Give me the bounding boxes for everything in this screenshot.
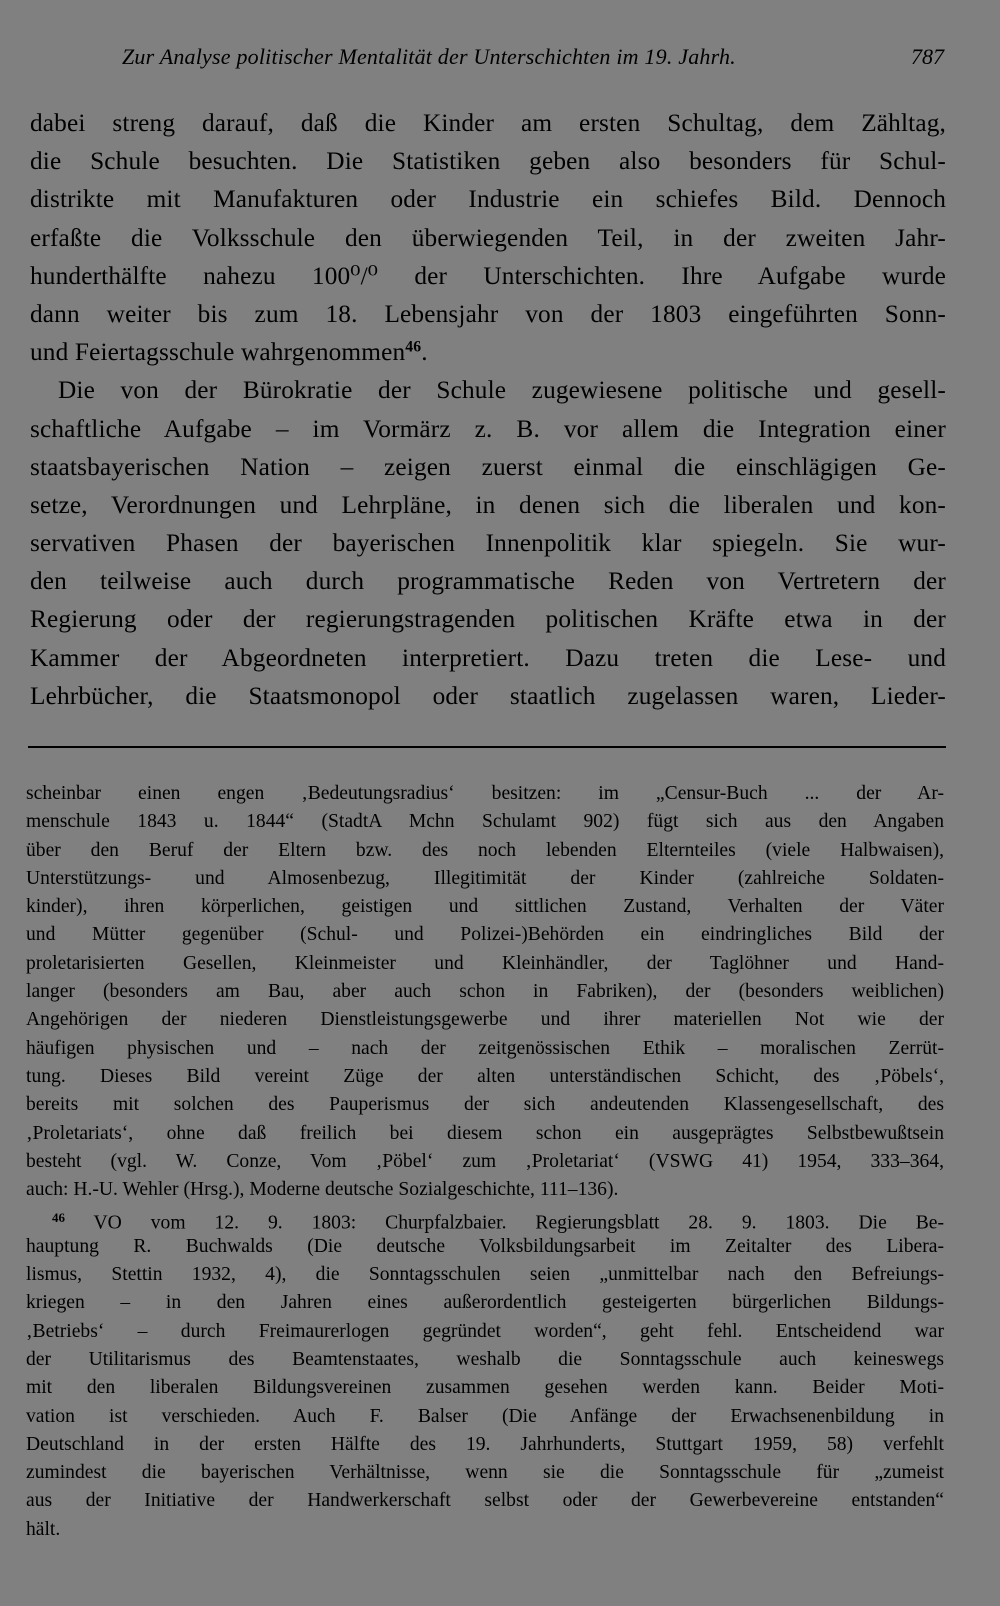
footnote-reference: 46 xyxy=(405,338,422,356)
text-line: hunderthälfte nahezu 100⁰/⁰ der Unterschichten. Ihre Aufgabe wurde xyxy=(30,261,946,290)
footnotes xyxy=(26,780,944,1544)
footnote-line: aus der Initiative der Handwerkerschaft selbst oder der Gewerbevereine entstanden“ xyxy=(26,1490,944,1512)
footnote-46-first-line xyxy=(26,1204,944,1232)
text-line: Kammer der Abgeordneten interpretiert. Dazu treten die Lese- und xyxy=(30,643,946,672)
footnote-line: lismus, Stettin 1932, 4), die Sonntagsschulen seien „unmittelbar nach den Befreiungs- xyxy=(26,1264,944,1286)
footnote-line: scheinbar einen engen ‚Bedeutungsradius‘ besitzen: im „Censur-Buch ... der Ar- xyxy=(26,783,944,804)
text-line xyxy=(30,333,946,371)
footnote-line: langer (besonders am Bau, aber auch schon in Fabriken), der (besonders weiblichen) xyxy=(26,981,944,1003)
text-line-content: und Feiertagsschule wahrgenommen xyxy=(30,338,406,367)
footnote-line: häufigen physischen und – nach der zeitgenössischen Ethik – moralischen Zerrüt- xyxy=(26,1037,944,1059)
footnote-line: ‚Betriebs‘ – durch Freimaurerlogen gegründet worden“, geht fehl. Entscheidend war xyxy=(26,1320,944,1342)
footnote-line: der Utilitarismus des Beamtenstaates, weshalb die Sonntagsschule auch keineswegs xyxy=(26,1348,944,1370)
footnote-line: und Mütter gegenüber (Schul- und Polizei-)Behörden ein eindringliches Bild der xyxy=(26,924,944,946)
footnote-line: kriegen – in den Jahren eines außerordentlich gesteigerten bürgerlichen Bildungs- xyxy=(26,1292,944,1314)
text-line: Die von der Bürokratie der Schule zugewiesene politische und gesell- xyxy=(58,376,946,405)
footnote-line: proletarisierten Gesellen, Kleinmeister und Kleinhändler, der Taglöhner und Hand- xyxy=(26,952,944,974)
text-line: erfaßte die Volksschule den überwiegenden Teil, in der zweiten Jahr- xyxy=(30,223,946,252)
footnote-line: Unterstützungs- und Almosenbezug, Illegitimität der Kinder (zahlreiche Soldaten- xyxy=(26,867,944,889)
footnote-number: 46 xyxy=(52,1210,65,1226)
text-line: setze, Verordnungen und Lehrpläne, in denen sich die liberalen und kon- xyxy=(30,490,946,519)
text-line: dann weiter bis zum 18. Lebensjahr von der 1803 eingeführten Sonn- xyxy=(30,299,946,328)
footnote-line: mit den liberalen Bildungsvereinen zusammen gesehen werden kann. Beider Moti- xyxy=(26,1377,944,1399)
main-text xyxy=(30,104,946,715)
footnote-line: kinder), ihren körperlichen, geistigen und sittlichen Zustand, Verhalten der Väter xyxy=(26,896,944,918)
footnote-line: Deutschland in der ersten Hälfte des 19. Jahrhunderts, Stuttgart 1959, 58) verfehlt xyxy=(26,1433,944,1455)
footnote-line-content: VO vom 12. 9. 1803: Churpfalzbaier. Regierungsblatt 28. 9. 1803. Die Be- xyxy=(93,1212,944,1234)
footnote-separator xyxy=(28,746,946,748)
text-line: die Schule besuchten. Die Statistiken geben also besonders für Schul- xyxy=(30,147,946,176)
footnote-line: vation ist verschieden. Auch F. Balser (Die Anfänge der Erwachsenenbildung in xyxy=(26,1405,944,1427)
footnote-line: hauptung R. Buchwalds (Die deutsche Volksbildungsarbeit im Zeitalter des Libera- xyxy=(26,1235,944,1257)
footnote-reference-trail: . xyxy=(421,338,428,367)
text-line: schaftliche Aufgabe – im Vormärz z. B. vor allem die Integration einer xyxy=(30,414,946,443)
text-line: staatsbayerischen Nation – zeigen zuerst einmal die einschlägigen Ge- xyxy=(30,452,946,481)
footnote-line: besteht (vgl. W. Conze, Vom ‚Pöbel‘ zum ‚Proletariat‘ (VSWG 41) 1954, 333–364, xyxy=(26,1150,944,1172)
footnote-line: menschule 1843 u. 1844“ (StadtA Mchn Schulamt 902) fügt sich aus den Angaben xyxy=(26,811,944,833)
footnote-line: über den Beruf der Eltern bzw. des noch lebenden Elternteiles (viele Halbwaisen), xyxy=(26,839,944,861)
text-line: distrikte mit Manufakturen oder Industrie ein schiefes Bild. Dennoch xyxy=(30,185,946,214)
footnote-line: hält. xyxy=(26,1518,61,1540)
footnote-line: bereits mit solchen des Pauperismus der sich andeutenden Klassengesellschaft, des xyxy=(26,1094,944,1116)
footnote-line: ‚Proletariats‘, ohne daß freilich bei diesem schon ein ausgeprägtes Selbstbewußtsein xyxy=(26,1122,944,1144)
text-line: Lehrbücher, die Staatsmonopol oder staatlich zugelassen waren, Lieder- xyxy=(30,681,946,710)
text-line: Regierung oder der regierungstragenden politischen Kräfte etwa in der xyxy=(30,605,946,634)
text-line: dabei streng darauf, daß die Kinder am ersten Schultag, dem Zähltag, xyxy=(30,109,946,137)
footnote-line: zumindest die bayerischen Verhältnisse, wenn sie die Sonntagsschule für „zumeist xyxy=(26,1462,944,1484)
page-number: 787 xyxy=(911,44,944,69)
footnote-line: Angehörigen der niederen Dienstleistungsgewerbe und ihrer materiellen Not wie der xyxy=(26,1009,944,1031)
running-title: Zur Analyse politischer Mentalität der Unterschichten im 19. Jahrh. xyxy=(122,44,736,69)
running-header xyxy=(122,44,944,76)
text-line: den teilweise auch durch programmatische Reden von Vertretern der xyxy=(30,567,946,596)
footnote-line: auch: H.-U. Wehler (Hrsg.), Moderne deutsche Sozialgeschichte, 111–136). xyxy=(26,1179,619,1201)
footnote-line: tung. Dieses Bild vereint Züge der alten unterständischen Schicht, des ‚Pöbels‘, xyxy=(26,1065,944,1087)
text-line: servativen Phasen der bayerischen Innenpolitik klar spiegeln. Sie wur- xyxy=(30,529,946,558)
